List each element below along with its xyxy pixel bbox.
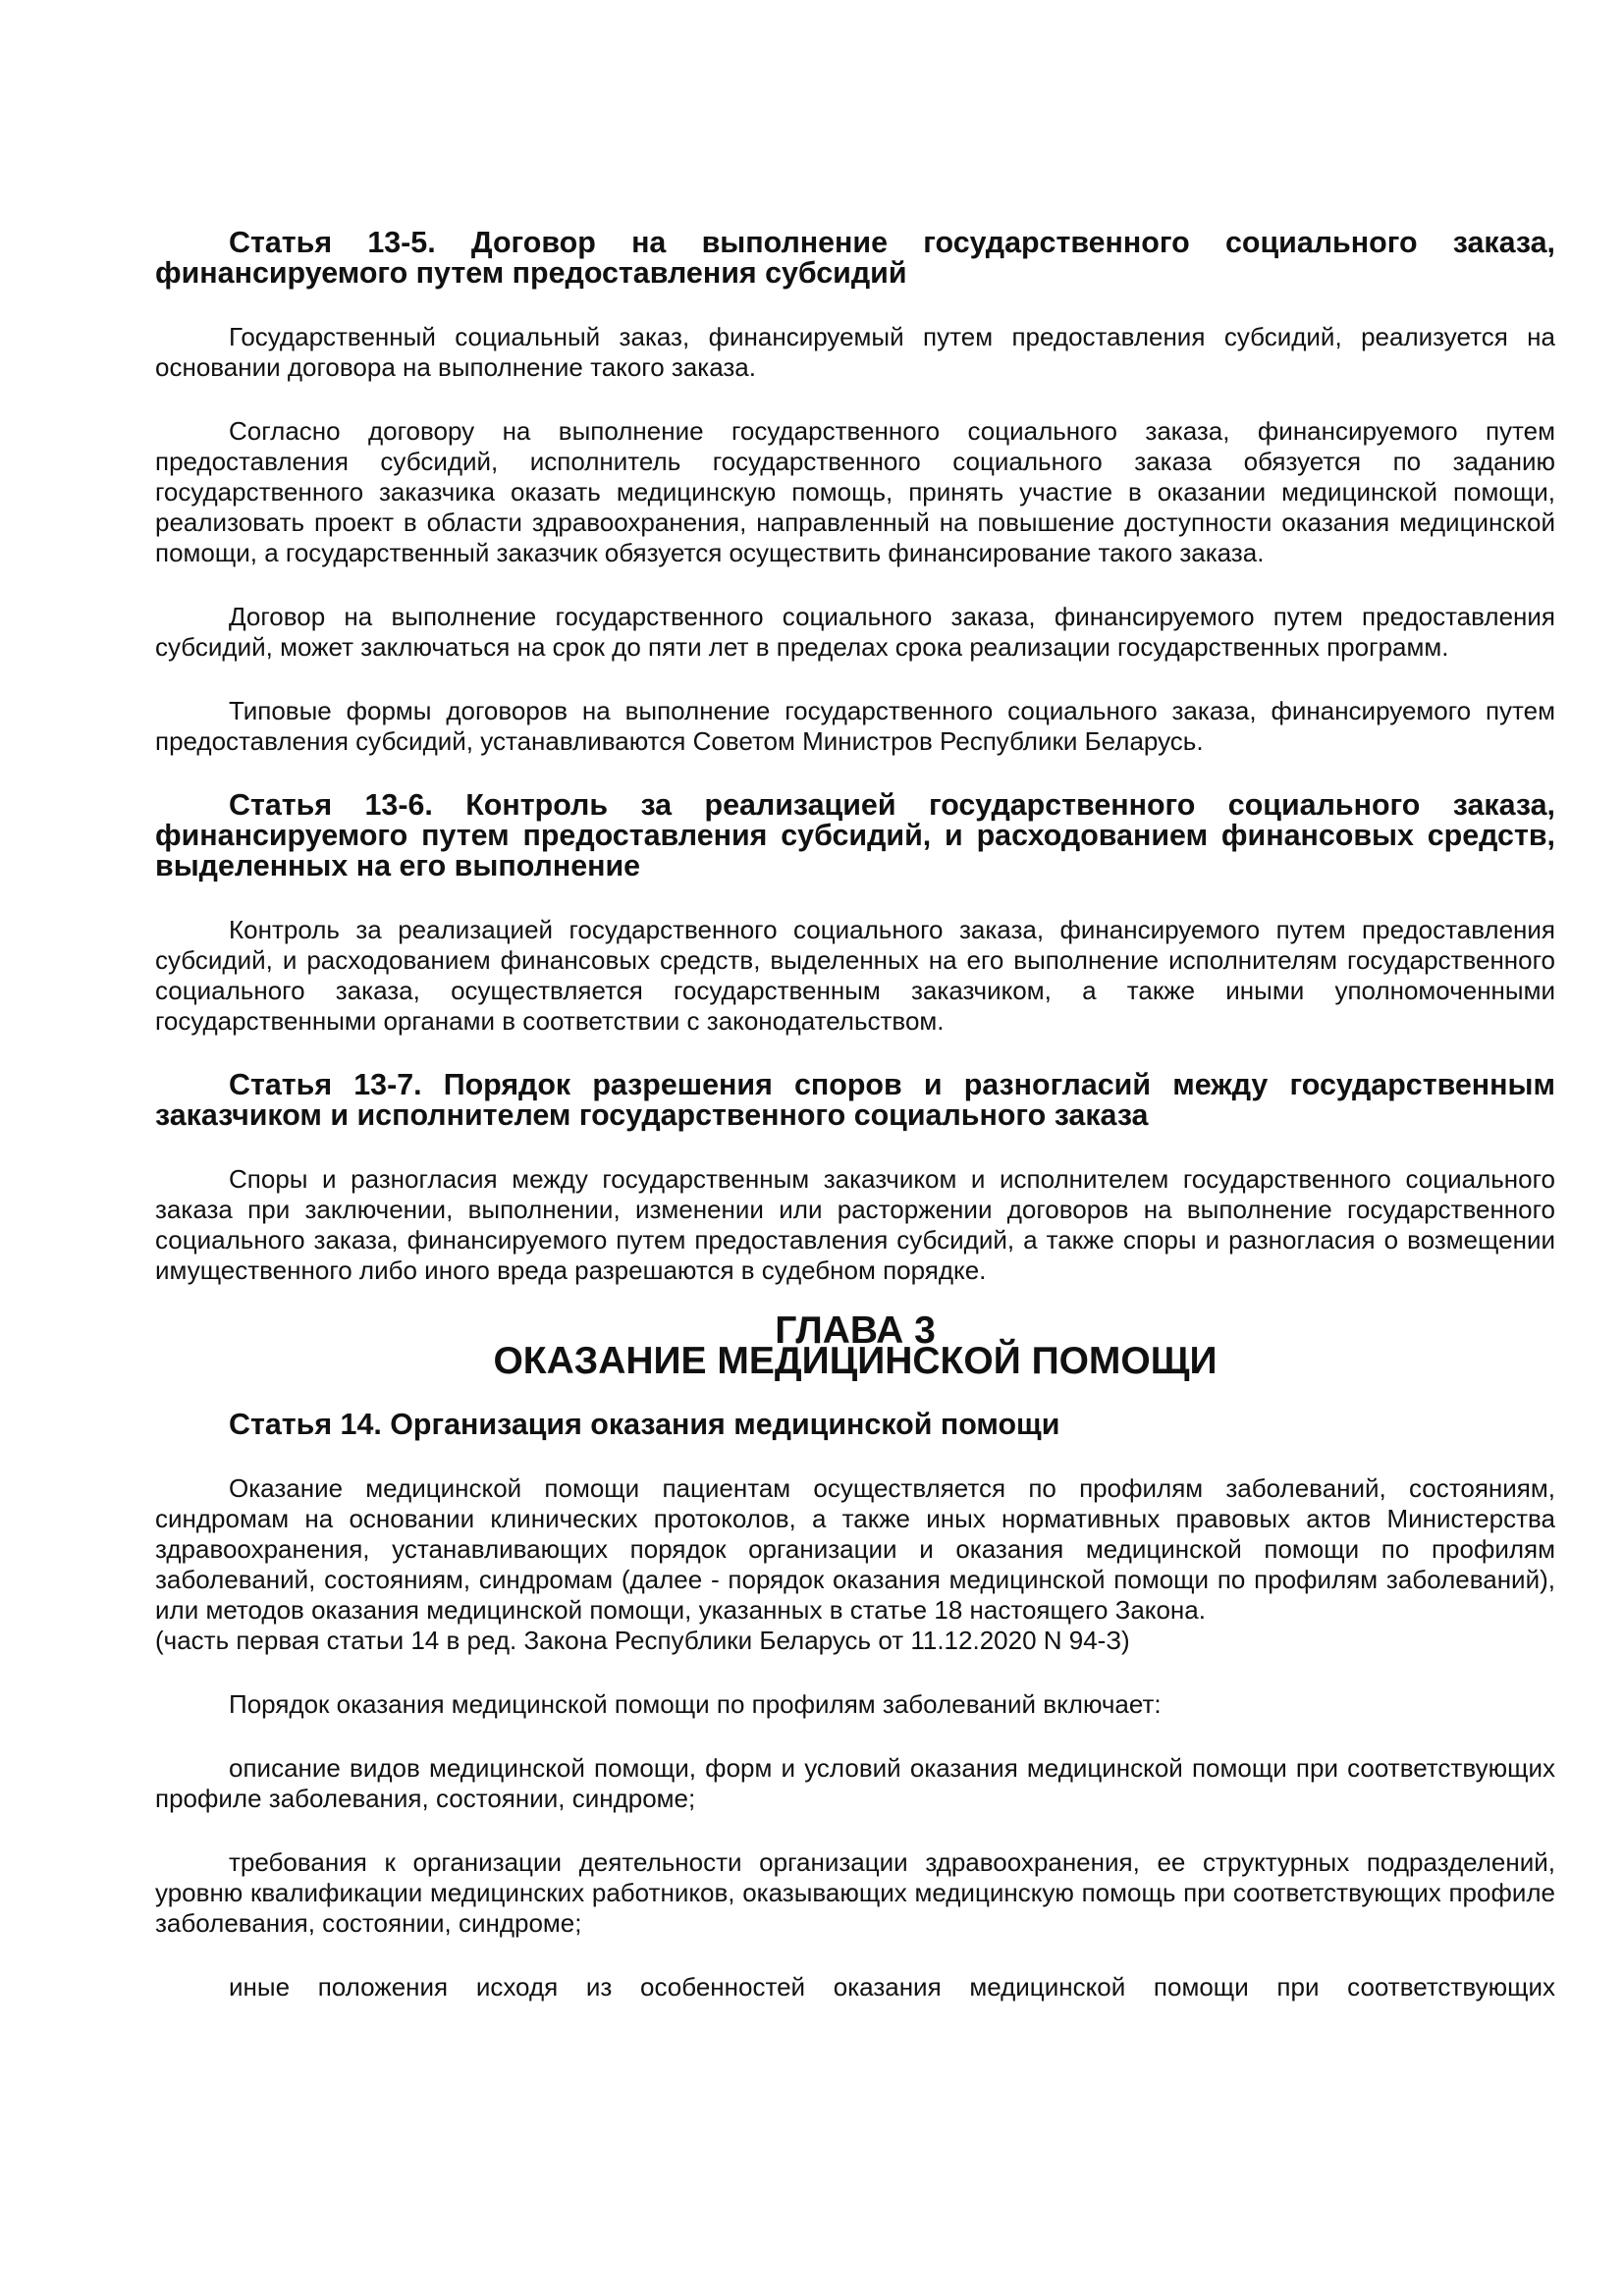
amendment-note: (часть первая статьи 14 в ред. Закона Республики Беларусь от 11.12.2020 N 94-З) xyxy=(155,1626,1130,1655)
article-14-title: Статья 14. Организация оказания медицинской помощи xyxy=(229,1408,1060,1441)
article-13-5-paragraph-2: Согласно договору на выполнение государственного социального заказа, финансируемого путем предоставления субсидий, исполнитель государственного социального заказа обязуется по заданию государственного заказчика оказать медицинскую помощь, принять участие в оказании медицинской помощи, реализовать проект в области здравоохранения, направленный на повышение доступности оказания медицинской помощи, а государственный заказчик обязуется осуществить финансирование такого заказа. xyxy=(155,416,1555,567)
chapter-number: ГЛАВА 3 xyxy=(775,1309,936,1352)
article-13-7-paragraph-1: Споры и разногласия между государственным заказчиком и исполнителем государственного социального заказа при заключении, выполнении, изменении или расторжении договоров на выполнение государственного социального заказа, финансируемого путем предоставления субсидий, а также споры и разногласия о возмещении имущественного либо иного вреда разрешаются в судебном порядке. xyxy=(155,1164,1555,1285)
article-13-5-paragraph-4: Типовые формы договоров на выполнение государственного социального заказа, финансируемого путем предоставления субсидий, устанавливаются Советом Министров Республики Беларусь. xyxy=(155,696,1555,756)
article-13-7-title: Статья 13-7. Порядок разрешения споров и разногласий между государственным заказчиком и исполнителем государственного социального заказа xyxy=(155,1068,1555,1132)
article-13-6-title: Статья 13-6. Контроль за реализацией государственного социального заказа, финансируемого путем предоставления субсидий, и расходованием финансовых средств, выделенных на его выполнение xyxy=(155,788,1555,882)
article-13-5-paragraph-3: Договор на выполнение государственного социального заказа, финансируемого путем предоставления субсидий, может заключаться на срок до пяти лет в пределах срока реализации государственных программ. xyxy=(155,602,1555,662)
article-13-5-title: Статья 13-5. Договор на выполнение государственного социального заказа, финансируемого путем предоставления субсидий xyxy=(155,226,1555,290)
article-14-paragraph-2: Порядок оказания медицинской помощи по профилям заболеваний включает: xyxy=(229,1689,1162,1719)
list-item-1: описание видов медицинской помощи, форм и условий оказания медицинской помощи при соответствующих профиле заболевания, состоянии, синдроме; xyxy=(155,1753,1555,1813)
article-14-paragraph-1: Оказание медицинской помощи пациентам осуществляется по профилям заболеваний, состояниям, синдромам на основании клинических протоколов, а также иных нормативных правовых актов Министерства здравоохранения, устанавливающих порядок организации и оказания медицинской помощи по профилям заболеваний, состояниям, синдромам (далее - порядок оказания медицинской помощи по профилям заболеваний), или методов оказания медицинской помощи, указанных в статье 18 настоящего Закона. xyxy=(155,1473,1555,1625)
article-13-5-paragraph-1: Государственный социальный заказ, финансируемый путем предоставления субсидий, реализуется на основании договора на выполнение такого заказа. xyxy=(155,322,1555,382)
document-body xyxy=(155,228,1555,2002)
chapter-title: ОКАЗАНИЕ МЕДИЦИНСКОЙ ПОМОЩИ xyxy=(493,1340,1218,1382)
article-13-6-paragraph-1: Контроль за реализацией государственного социального заказа, финансируемого путем предоставления субсидий, и расходованием финансовых средств, выделенных на его выполнение исполнителям государственного социального заказа, осуществляется государственным заказчиком, а также иными уполномоченными государственными органами в соответствии с законодательством. xyxy=(155,915,1555,1036)
chapter-heading xyxy=(155,1309,1555,1382)
list-item-2: требования к организации деятельности организации здравоохранения, ее структурных подразделений, уровню квалификации медицинских работников, оказывающих медицинскую помощь при соответствующих профиле заболевания, состоянии, синдроме; xyxy=(155,1847,1555,1938)
list-item-3: иные положения исходя из особенностей оказания медицинской помощи при соответствующих xyxy=(229,1972,1555,2002)
